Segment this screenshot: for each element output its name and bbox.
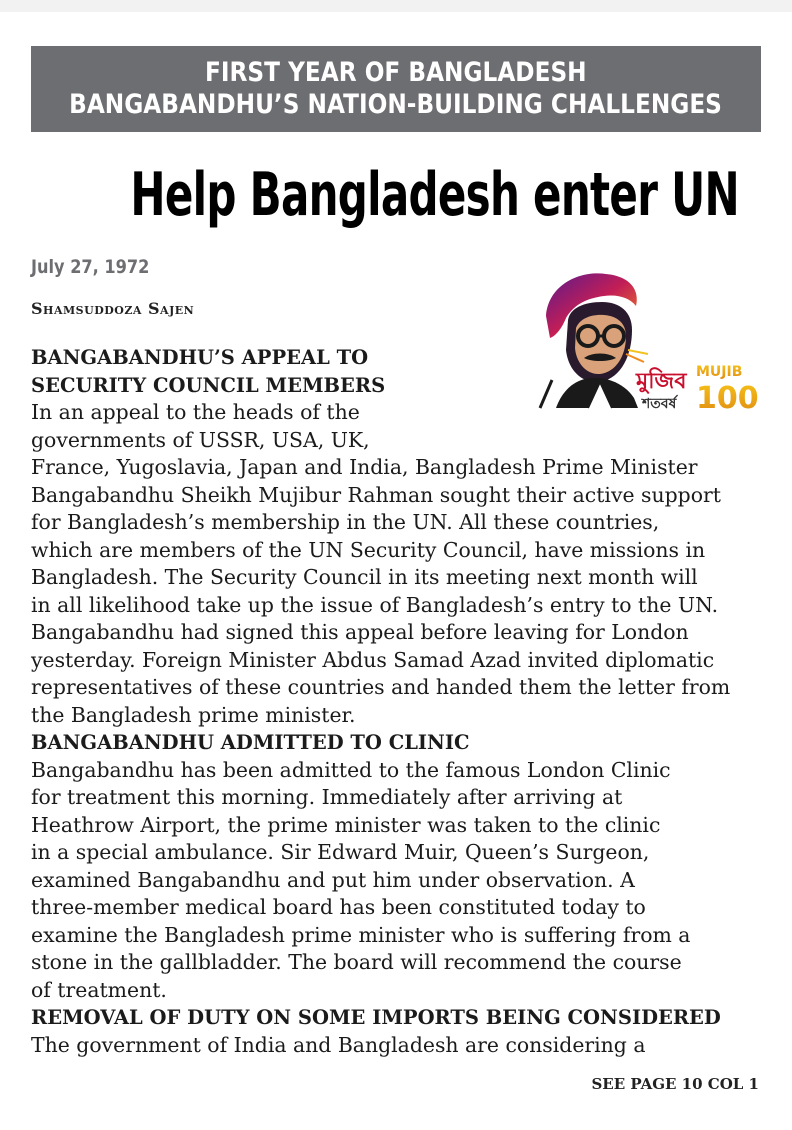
dateline	[31, 256, 170, 278]
logo-bangla-bottom: শতবর্ষ	[642, 396, 677, 412]
paragraph-line: for Bangladesh’s membership in the UN. All these countries,	[31, 510, 660, 534]
paragraph-line: the Bangladesh prime minister.	[31, 702, 356, 727]
banner-line-2: BANGABANDHU’S NATION-BUILDING CHALLENGES	[69, 89, 723, 120]
logo-english-bottom: 100	[696, 381, 759, 416]
paragraph-line: for treatment this morning. Immediately after arriving at	[31, 785, 623, 809]
paragraph-line: stone in the gallbladder. The board will recommend the course	[31, 950, 682, 974]
paragraph-line: yesterday. Foreign Minister Abdus Samad Azad invited diplomatic	[31, 647, 715, 672]
paragraph-line: representatives of these countries and handed them the letter from	[31, 675, 731, 699]
top-strip	[0, 0, 792, 12]
continuation-note: SEE PAGE 10 COL 1	[591, 1075, 759, 1093]
section-1-heading-line-2: SECURITY COUNCIL MEMBERS	[31, 373, 386, 397]
paragraph-line: France, Yugoslavia, Japan and India, Bangladesh Prime Minister	[31, 455, 698, 479]
banner-line-1: FIRST YEAR OF BANGLADESH	[205, 57, 587, 88]
section-2-heading: BANGABANDHU ADMITTED TO CLINIC	[31, 731, 470, 754]
paragraph-line: three-member medical board has been constituted today to	[31, 895, 646, 919]
paragraph-line: Bangladesh. The Security Council in its meeting next month will	[31, 565, 698, 589]
section-3-heading: REMOVAL OF DUTY ON SOME IMPORTS BEING CONSIDERED	[31, 1006, 721, 1029]
headline-text: Help Bangladesh enter UN	[130, 160, 740, 230]
paragraph-line: governments of USSR, USA, UK,	[31, 427, 370, 452]
section-1-heading-line-1: BANGABANDHU’S APPEAL TO	[31, 346, 369, 369]
dateline-text: July 27, 1972	[31, 256, 150, 278]
paragraph-line: Bangabandhu has been admitted to the famous London Clinic	[31, 757, 671, 782]
article-body	[31, 344, 761, 1059]
paragraph-line: The government of India and Bangladesh are considering a	[31, 1032, 646, 1057]
paragraph-line: of treatment.	[31, 977, 167, 1002]
paragraph-line: in a special ambulance. Sir Edward Muir, Queen’s Surgeon,	[31, 840, 650, 864]
byline: Shamsuddoza Sajen	[31, 299, 195, 318]
paragraph-line: Bangabandhu Sheikh Mujibur Rahman sought their active support	[31, 482, 721, 507]
paragraph-line: Heathrow Airport, the prime minister was taken to the clinic	[31, 812, 661, 837]
headline	[0, 155, 792, 235]
paragraph-line: examine the Bangladesh prime minister who is suffering from a	[31, 922, 691, 947]
logo-english-top: MUJIB	[696, 364, 743, 380]
paragraph-line: In an appeal to the heads of the	[31, 400, 360, 424]
section-banner	[31, 46, 761, 132]
logo-bangla-top: মুজিব	[636, 369, 687, 394]
paragraph-line: Bangabandhu had signed this appeal before leaving for London	[31, 620, 689, 644]
paragraph-line: examined Bangabandhu and put him under observation. A	[31, 867, 635, 892]
paragraph-line: in all likelihood take up the issue of Bangladesh’s entry to the UN.	[31, 592, 719, 617]
paragraph-line: which are members of the UN Security Council, have missions in	[31, 537, 706, 562]
